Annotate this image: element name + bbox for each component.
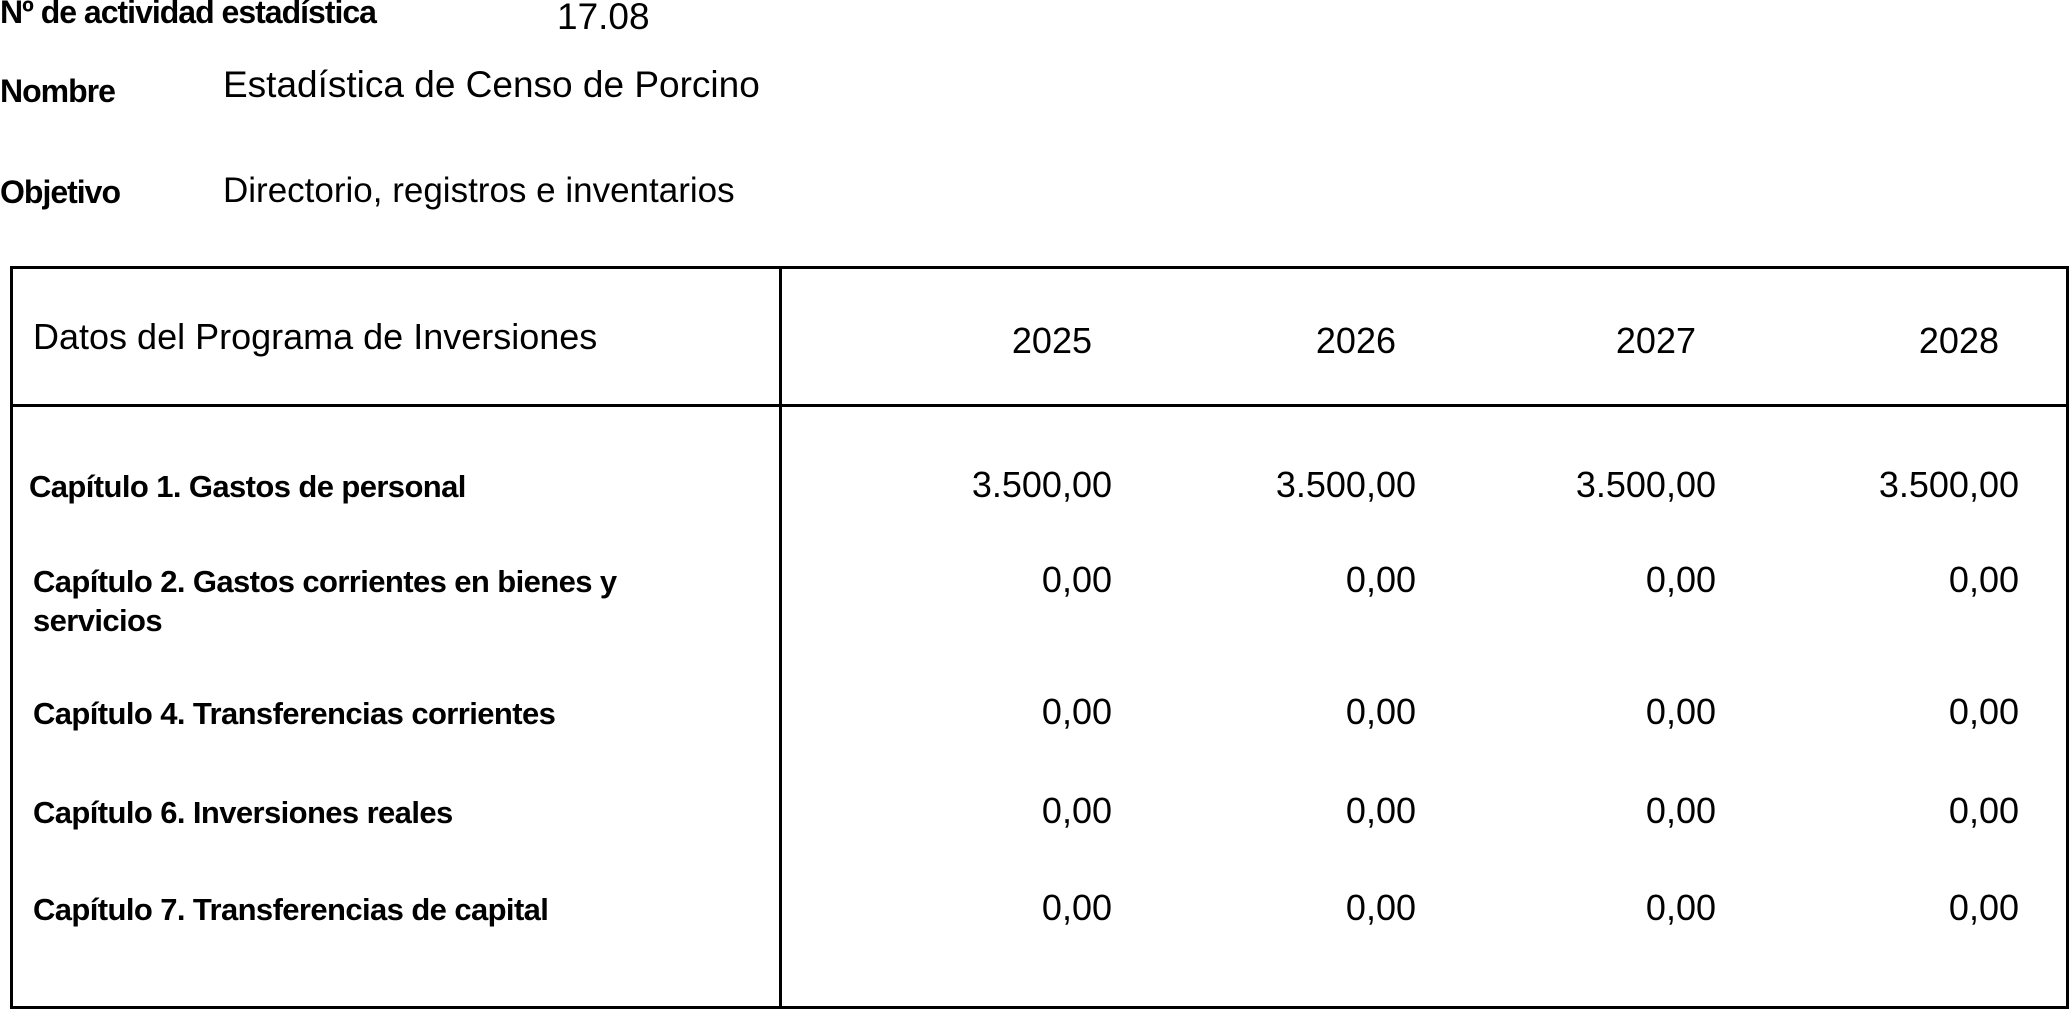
table-cell: 0,00 xyxy=(1041,559,1112,600)
table-column-divider xyxy=(779,266,782,1009)
year-header-2025: 2025 xyxy=(1011,320,1092,361)
table-cell: 3.500,00 xyxy=(1575,464,1716,505)
year-header-2028: 2028 xyxy=(1918,320,1999,361)
objective-label: Objetivo xyxy=(0,174,121,210)
table-cell: 0,00 xyxy=(1645,790,1716,831)
year-header-2026: 2026 xyxy=(1315,320,1396,361)
activity-number-label: Nº de actividad estadística xyxy=(0,0,376,30)
table-cell: 0,00 xyxy=(1345,691,1416,732)
table-cell: 0,00 xyxy=(1041,691,1112,732)
table-cell: 0,00 xyxy=(1345,790,1416,831)
table-cell: 0,00 xyxy=(1948,559,2019,600)
objective-value: Directorio, registros e inventarios xyxy=(223,171,735,210)
table-row-label: Capítulo 4. Transferencias corrientes xyxy=(33,696,556,731)
table-cell: 0,00 xyxy=(1345,887,1416,928)
table-cell: 3.500,00 xyxy=(1878,464,2019,505)
table-cell: 0,00 xyxy=(1645,691,1716,732)
table-row-label: Capítulo 7. Transferencias de capital xyxy=(33,892,549,927)
table-row-label: Capítulo 1. Gastos de personal xyxy=(29,469,466,504)
table-cell: 3.500,00 xyxy=(971,464,1112,505)
table-cell: 0,00 xyxy=(1041,790,1112,831)
table-title: Datos del Programa de Inversiones xyxy=(33,316,598,357)
table-cell: 0,00 xyxy=(1948,691,2019,732)
table-cell: 3.500,00 xyxy=(1275,464,1416,505)
table-cell: 0,00 xyxy=(1948,790,2019,831)
name-value: Estadística de Censo de Porcino xyxy=(223,64,760,105)
table-row-label: Capítulo 2. Gastos corrientes en bienes y servicios xyxy=(33,564,617,638)
table-cell: 0,00 xyxy=(1345,559,1416,600)
activity-number-value: 17.08 xyxy=(557,0,650,37)
table-cell: 0,00 xyxy=(1645,559,1716,600)
table-row-label: Capítulo 6. Inversiones reales xyxy=(33,795,453,830)
name-label: Nombre xyxy=(0,73,115,109)
table-cell: 0,00 xyxy=(1948,887,2019,928)
year-header-2027: 2027 xyxy=(1615,320,1696,361)
table-cell: 0,00 xyxy=(1645,887,1716,928)
table-cell: 0,00 xyxy=(1041,887,1112,928)
table-header-divider xyxy=(10,404,2069,407)
